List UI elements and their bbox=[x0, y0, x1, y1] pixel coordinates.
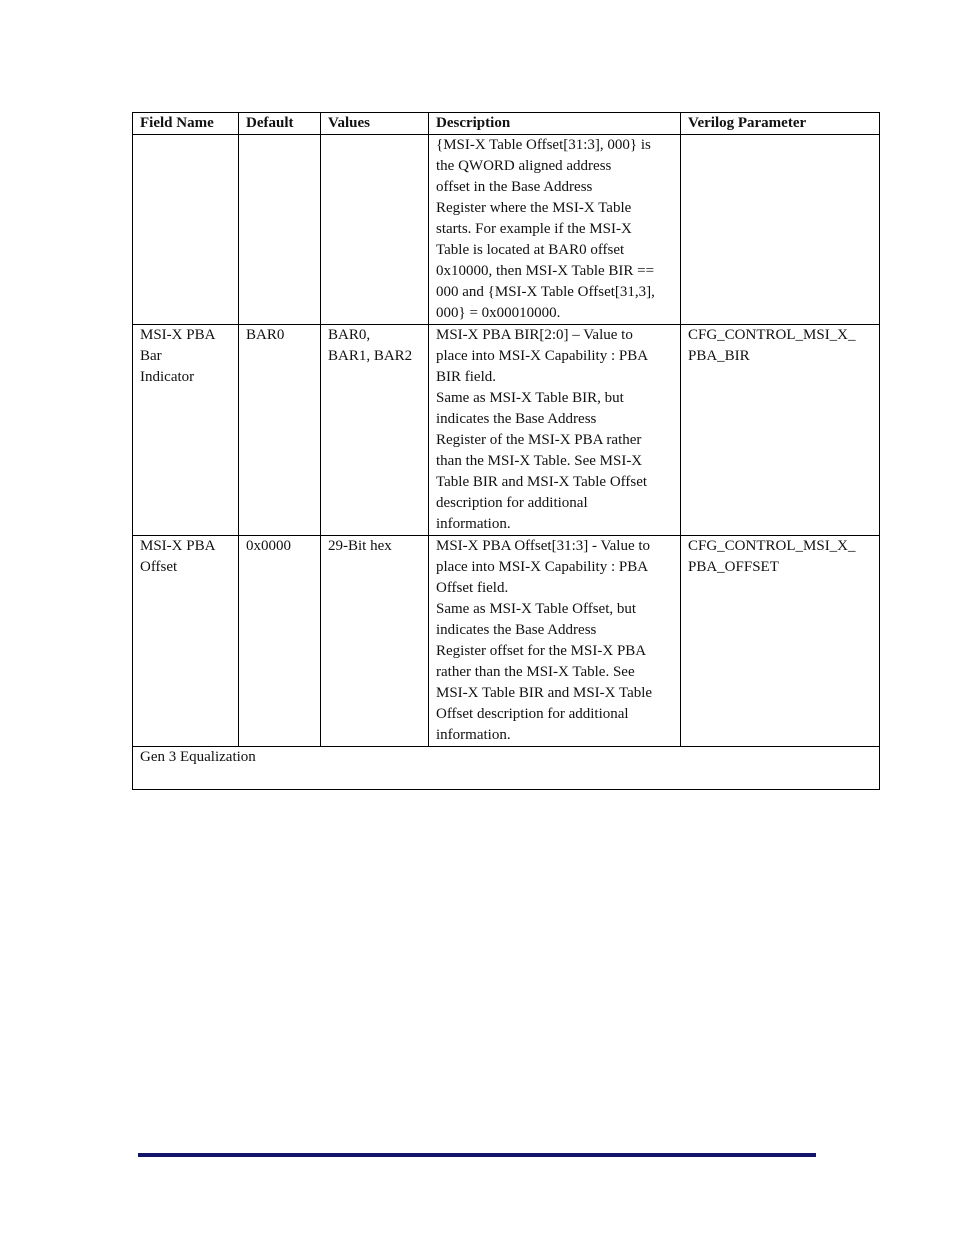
cell-line: rather than the MSI-X Table. See bbox=[436, 664, 635, 680]
cell-values bbox=[321, 325, 429, 536]
cell-line: indicates the Base Address bbox=[436, 622, 597, 638]
cell-line: information. bbox=[436, 516, 511, 532]
cell-line: Same as MSI-X Table Offset, but bbox=[436, 601, 637, 617]
cell-line: MSI-X PBA bbox=[140, 327, 216, 343]
cell-line: the QWORD aligned address bbox=[436, 158, 612, 174]
cell-line: BIR field. bbox=[436, 369, 496, 385]
cell-line: MSI-X Table BIR and MSI-X Table bbox=[436, 685, 653, 701]
cell-line: Bar bbox=[140, 348, 162, 364]
cell-field-name bbox=[133, 325, 239, 536]
cell-line: Register offset for the MSI-X PBA bbox=[436, 643, 647, 659]
cell-line: Register where the MSI-X Table bbox=[436, 200, 632, 216]
cell-line: Table BIR and MSI-X Table Offset bbox=[436, 474, 648, 490]
cell-line: CFG_CONTROL_MSI_X_ bbox=[688, 327, 856, 343]
table-row bbox=[133, 536, 880, 747]
table-row bbox=[133, 135, 880, 325]
cell-line: 0x0000 bbox=[246, 538, 291, 554]
cell-line: Register of the MSI-X PBA rather bbox=[436, 432, 642, 448]
cell-line: PBA_BIR bbox=[688, 348, 750, 364]
cell-verilog-parameter bbox=[681, 536, 880, 747]
cell-default bbox=[239, 536, 321, 747]
cell-line: {MSI-X Table Offset[31:3], 000} is bbox=[436, 137, 651, 153]
cell-line: Same as MSI-X Table BIR, but bbox=[436, 390, 624, 406]
cell-line: MSI-X PBA BIR[2:0] – Value to bbox=[436, 327, 633, 343]
cell-line: Offset bbox=[140, 559, 178, 575]
parameter-table bbox=[132, 112, 880, 790]
cell-line: 000 and {MSI-X Table Offset[31,3], bbox=[436, 284, 655, 300]
table-row bbox=[133, 325, 880, 536]
cell-line: indicates the Base Address bbox=[436, 411, 597, 427]
cell-values bbox=[321, 536, 429, 747]
cell-line: BAR1, BAR2 bbox=[328, 348, 413, 364]
cell-line: starts. For example if the MSI-X bbox=[436, 221, 632, 237]
section-heading-cell bbox=[133, 747, 880, 790]
cell-description bbox=[429, 536, 681, 747]
cell-line: information. bbox=[436, 727, 511, 743]
cell-description bbox=[429, 325, 681, 536]
cell-line: BAR0, bbox=[328, 327, 371, 343]
cell-line: PBA_OFFSET bbox=[688, 559, 779, 575]
cell-line: place into MSI-X Capability : PBA bbox=[436, 348, 649, 364]
cell-line: 0x10000, then MSI-X Table BIR == bbox=[436, 263, 655, 279]
cell-line: description for additional bbox=[436, 495, 588, 511]
header-default: Default bbox=[239, 113, 321, 135]
cell-field-name bbox=[133, 536, 239, 747]
cell-verilog-parameter bbox=[681, 325, 880, 536]
cell-line: 29-Bit hex bbox=[328, 538, 392, 554]
cell-line: 000} = 0x00010000. bbox=[436, 305, 561, 321]
cell-line: Table is located at BAR0 offset bbox=[436, 242, 625, 258]
cell-line: than the MSI-X Table. See MSI-X bbox=[436, 453, 643, 469]
cell-line: Indicator bbox=[140, 369, 195, 385]
cell-default bbox=[239, 325, 321, 536]
cell-line: MSI-X PBA Offset[31:3] - Value to bbox=[436, 538, 651, 554]
cell-line: BAR0 bbox=[246, 327, 285, 343]
cell-verilog-parameter bbox=[681, 135, 880, 325]
cell-line: Offset description for additional bbox=[436, 706, 629, 722]
header-field-name: Field Name bbox=[133, 113, 239, 135]
cell-default bbox=[239, 135, 321, 325]
table-header-row bbox=[133, 113, 880, 135]
cell-line: Offset field. bbox=[436, 580, 509, 596]
cell-field-name bbox=[133, 135, 239, 325]
cell-line: MSI-X PBA bbox=[140, 538, 216, 554]
cell-values bbox=[321, 135, 429, 325]
header-values: Values bbox=[321, 113, 429, 135]
section-row bbox=[133, 747, 880, 790]
section-heading: Gen 3 Equalization bbox=[140, 749, 256, 765]
header-verilog-parameter: Verilog Parameter bbox=[681, 113, 880, 135]
cell-line: CFG_CONTROL_MSI_X_ bbox=[688, 538, 856, 554]
cell-line: offset in the Base Address bbox=[436, 179, 593, 195]
cell-description bbox=[429, 135, 681, 325]
footer-rule bbox=[138, 1153, 816, 1157]
header-description: Description bbox=[429, 113, 681, 135]
cell-line: place into MSI-X Capability : PBA bbox=[436, 559, 649, 575]
